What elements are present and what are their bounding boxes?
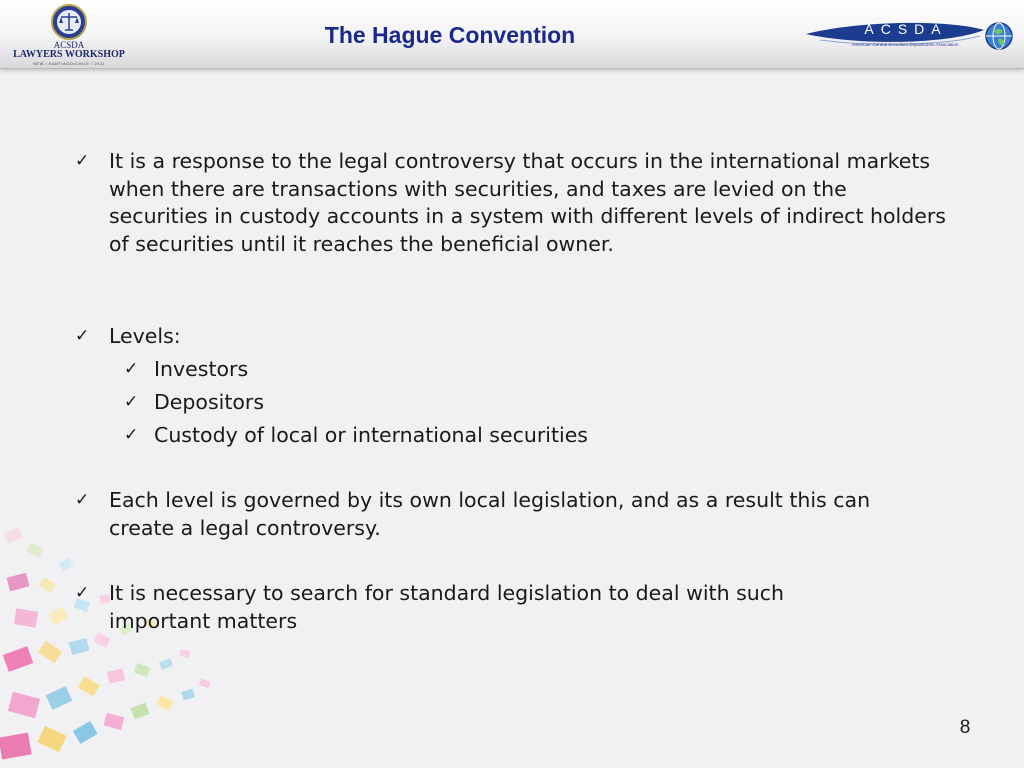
page-title: The Hague Convention [324,22,576,48]
bullet-2: Levels: [109,324,181,348]
check-mark-icon: ✓ [124,425,139,445]
logo-line-acsda: ACSDA [53,40,85,50]
acsda-subtitle: Americas' Central Securities Depositories Association [851,42,959,47]
sub-bullet-investors: Investors [154,357,249,381]
check-mark-icon: ✓ [124,359,139,379]
page-number: 8 [959,717,971,738]
bullet-4: It is necessary to search for standard legislation to deal with such important matters [109,581,785,633]
check-mark-icon: ✓ [75,490,90,510]
bullet-1: It is a response to the legal controversy that occurs in the international markets when there are transactions with securities, and taxes are levied on the securities in custody accounts in a system with different levels of indirect holders of securities until it reaches the beneficial owner. [109,149,946,256]
check-mark-icon: ✓ [75,151,90,171]
check-mark-icon: ✓ [75,326,90,346]
logo-line-location: NEW / SANTIAGO•CHILE / 2011 [33,61,105,66]
check-mark-icon: ✓ [124,392,139,412]
logo-line-lawyers-workshop: LAWYERS WORKSHOP [13,49,125,60]
bullet-3: Each level is governed by its own local legislation, and as a result this can create a legal controversy. [109,488,871,540]
sub-bullet-depositors: Depositors [154,390,265,414]
acsda-wordmark: ACSDA [864,21,948,37]
sub-bullet-custody: Custody of local or international securities [154,423,588,447]
check-mark-icon: ✓ [75,583,90,603]
